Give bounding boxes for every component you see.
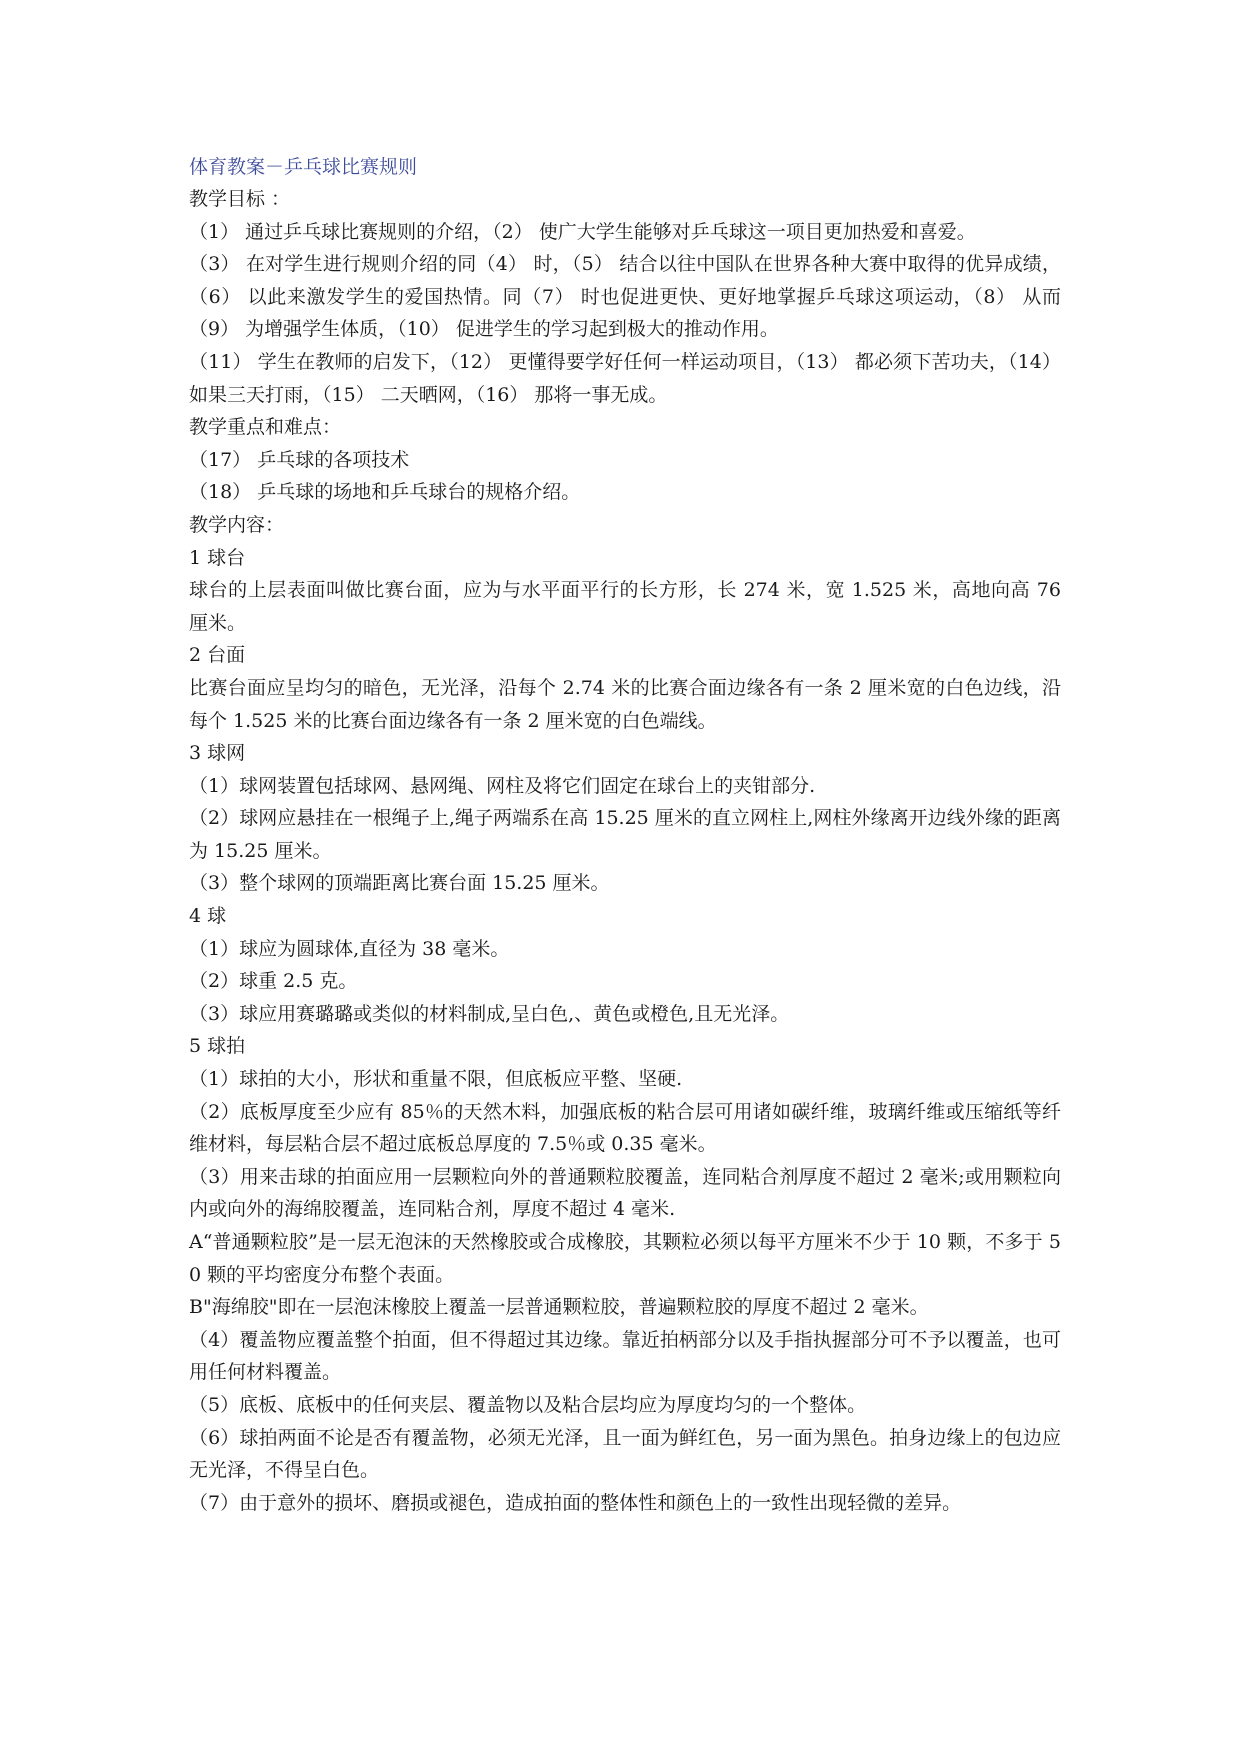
paragraph: 比赛台面应呈均匀的暗色，无光泽，沿每个 2.74 米的比赛合面边缘各有一条 2 厘米宽的白色边线，沿每个 1.525 米的比赛台面边缘各有一条 2 厘米宽的白色端线。 [189, 676, 1061, 732]
paragraph: （2）球重 2.5 克。 [189, 970, 358, 993]
paragraph: （3）用来击球的拍面应用一层颗粒向外的普通颗粒胶覆盖，连同粘合剂厚度不超过 2 毫米;或用颗粒向内或向外的海绵胶覆盖，连同粘合剂，厚度不超过 4 毫米. [189, 1165, 1061, 1221]
paragraph: （4）覆盖物应覆盖整个拍面，但不得超过其边缘。靠近拍柄部分以及手指执握部分可不予以覆盖，也可用任何材料覆盖。 [189, 1328, 1061, 1384]
paragraph: （5）底板、底板中的任何夹层、覆盖物以及粘合层均应为厚度均匀的一个整体。 [189, 1393, 867, 1416]
paragraph: 球台的上层表面叫做比赛台面，应为与水平面平行的长方形，长 274 米，宽 1.525 米，高地向高 76 厘米。 [189, 579, 1061, 634]
section-heading: 4 球 [189, 905, 227, 928]
paragraph: （6）球拍两面不论是否有覆盖物，必须无光泽，且一面为鲜红色，另一面为黑色。拍身边缘上的包边应无光泽，不得呈白色。 [189, 1426, 1061, 1482]
paragraph: （11） 学生在教师的启发下，（12） 更懂得要学好任何一样运动项目，（13） 都必须下苦功夫，（14） 如果三天打雨，（15） 二天晒网，（16） 那将一事无成。 [189, 350, 1061, 406]
paragraph: 教学重点和难点： [189, 416, 342, 439]
paragraph: （3） 在对学生进行规则介绍的同（4） 时，（5） 结合以往中国队在世界各种大赛中取得的优异成绩，（6） 以此来激发学生的爱国热情。同（7） 时也促进更快、更好地掌握乒乓球这项运动，（8） 从而（9） 为增强学生体质，（10） 促进学生的学习起到极大的推动作用。 [189, 253, 1061, 341]
document-title: 体育教案－乒乓球比赛规则 [189, 156, 418, 178]
section-heading: 3 球网 [189, 742, 246, 765]
paragraph: （17） 乒乓球的各项技术 [189, 448, 410, 471]
section-heading: 5 球拍 [189, 1035, 246, 1058]
section-heading: 1 球台 [189, 546, 246, 569]
paragraph: 教学目标 ： [189, 188, 291, 210]
paragraph: A“普通颗粒胶”是一层无泡沫的天然橡胶或合成橡胶，其颗粒必须以每平方厘米不少于 10 颗，不多于 50 颗的平均密度分布整个表面。 [189, 1231, 1061, 1286]
paragraph: 教学内容： [189, 513, 285, 536]
paragraph: （1）球拍的大小，形状和重量不限，但底板应平整、坚硬. [189, 1068, 683, 1091]
paragraph: B"海绵胶"即在一层泡沫橡胶上覆盖一层普通颗粒胶，普遍颗粒胶的厚度不超过 2 毫米。 [189, 1296, 929, 1319]
paragraph: （7）由于意外的损坏、磨损或褪色，造成拍面的整体性和颜色上的一致性出现轻微的差异。 [189, 1491, 962, 1514]
paragraph: （18） 乒乓球的场地和乒乓球台的规格介绍。 [189, 481, 581, 504]
document-page [189, 151, 1061, 1519]
paragraph: （1） 通过乒乓球比赛规则的介绍，（2） 使广大学生能够对乒乓球这一项目更加热爱和喜爱。 [189, 220, 976, 243]
paragraph: （1）球应为圆球体,直径为 38 毫米。 [189, 937, 510, 960]
paragraph: （1）球网装置包括球网、悬网绳、网柱及将它们固定在球台上的夹钳部分. [189, 774, 816, 797]
paragraph: （3）整个球网的顶端距离比赛台面 15.25 厘米。 [189, 872, 610, 895]
paragraph: （2）底板厚度至少应有 85％的天然木料，加强底板的粘合层可用诸如碳纤维，玻璃纤维或压缩纸等纤维材料，每层粘合层不超过底板总厚度的 7.5％或 0.35 毫米。 [189, 1100, 1061, 1156]
paragraph: （2）球网应悬挂在一根绳子上,绳子两端系在高 15.25 厘米的直立网柱上,网柱外缘离开边线外缘的距离为 15.25 厘米。 [189, 807, 1061, 862]
section-heading: 2 台面 [189, 644, 246, 667]
paragraph: （3）球应用赛璐璐或类似的材料制成,呈白色,、黄色或橙色,且无光泽。 [189, 1002, 790, 1025]
